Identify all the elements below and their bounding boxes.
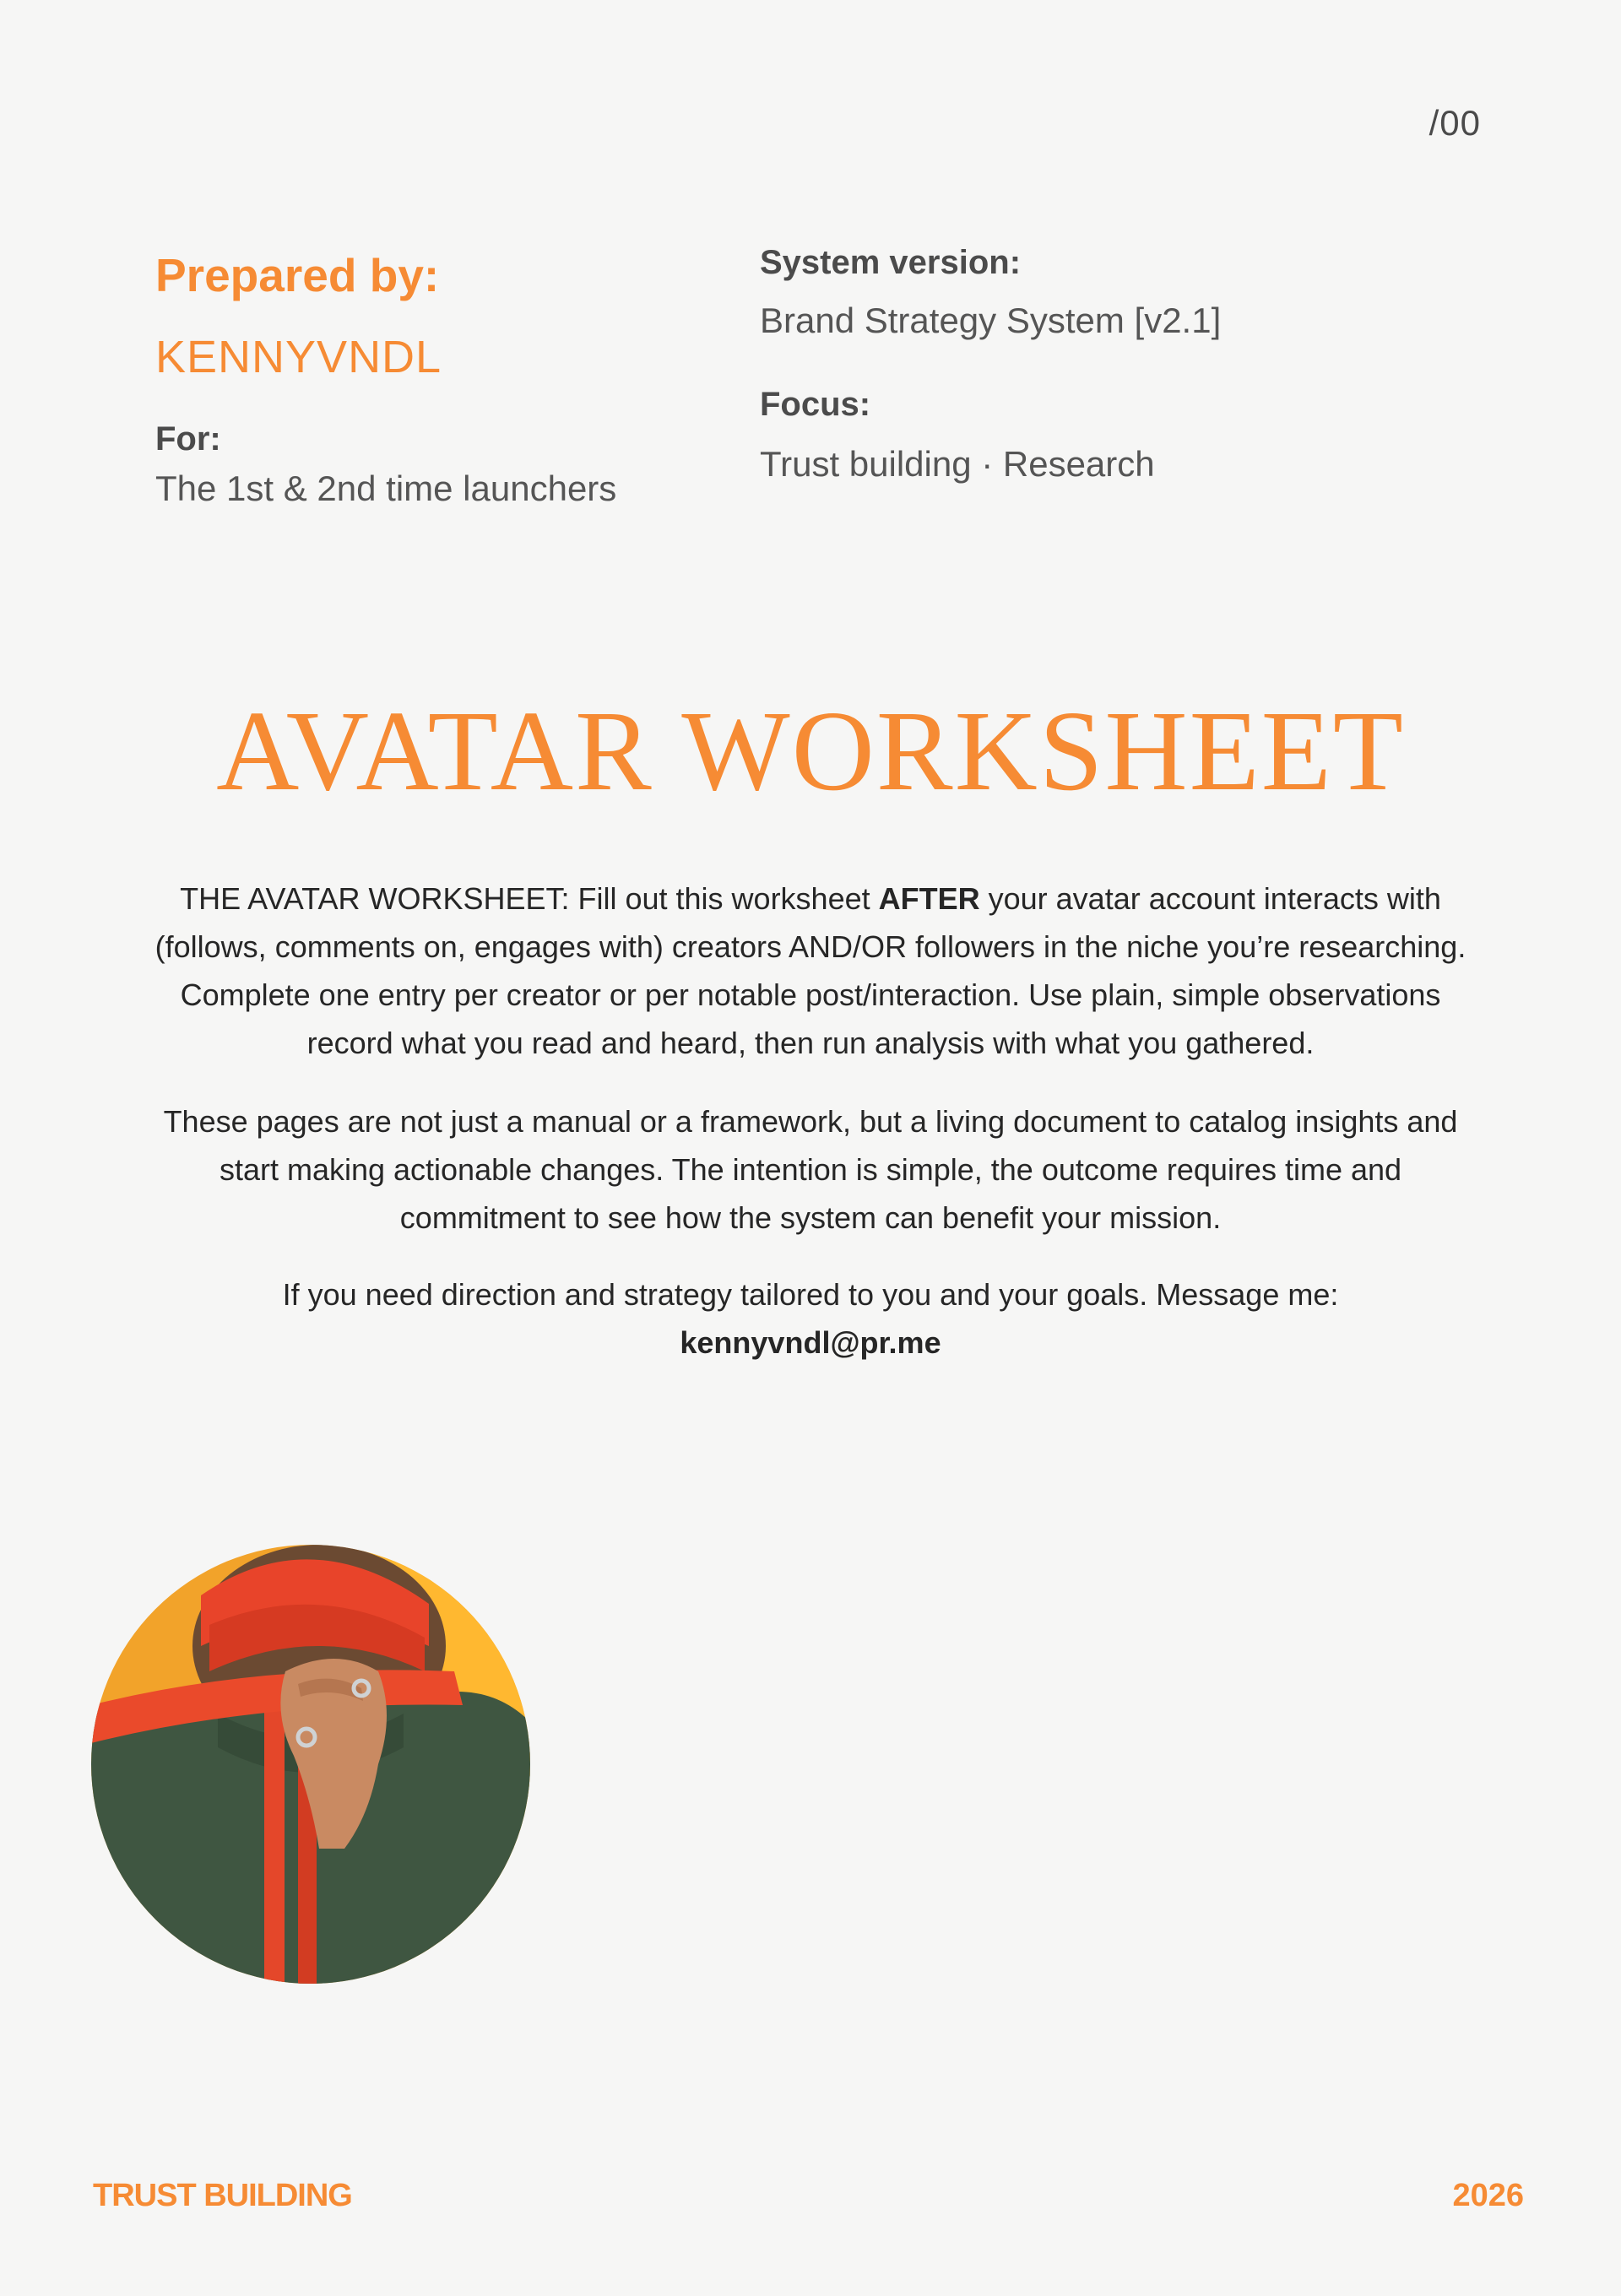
system-section [760, 241, 1401, 489]
system-version-label: System version: [760, 244, 1022, 281]
intro-paragraph-emphasis: AFTER [878, 881, 980, 916]
author-photo [91, 1545, 530, 1984]
page-title: AVATAR WORKSHEET [216, 688, 1405, 815]
for-label: For: [155, 420, 221, 458]
intro-paragraph-start: THE AVATAR WORKSHEET: Fill out this worksheet [180, 881, 879, 916]
page-number: /00 [1429, 103, 1481, 143]
intro-body [144, 875, 1477, 1367]
intro-paragraph-end: your avatar account interacts with (follows, comments on, engages with) creators AND/OR followers in the niche you’re researching. Complete one entry per creator or per notable post/interaction. Use plain, simple observations record what you read and heard, then run analysis with what you gathered. [155, 881, 1466, 1060]
intro-paragraph [144, 875, 1477, 1067]
focus-value: Trust building · Research [760, 444, 1155, 484]
prepared-by-value: KENNYVNDL [155, 332, 442, 382]
prepared-by-section [155, 245, 713, 513]
living-document-paragraph: These pages are not just a manual or a framework, but a living document to catalog insights and start making actionable changes. The intention is simple, the outcome requires time and commitment to see how the system can benefit your mission. [163, 1104, 1458, 1235]
contact-text: If you need direction and strategy tailored to you and your goals. Message me: [282, 1277, 1339, 1312]
contact-paragraph [144, 1270, 1477, 1367]
for-value: The 1st & 2nd time launchers [155, 468, 617, 508]
footer-year: 2026 [1452, 2178, 1524, 2213]
prepared-by-label: Prepared by: [155, 249, 440, 301]
footer-trust-building: TRUST BUILDING [93, 2178, 352, 2213]
contact-email-link[interactable]: kennyvndl@pr.me [680, 1325, 941, 1360]
system-version-value: Brand Strategy System [v2.1] [760, 301, 1222, 340]
focus-label: Focus: [760, 386, 871, 423]
